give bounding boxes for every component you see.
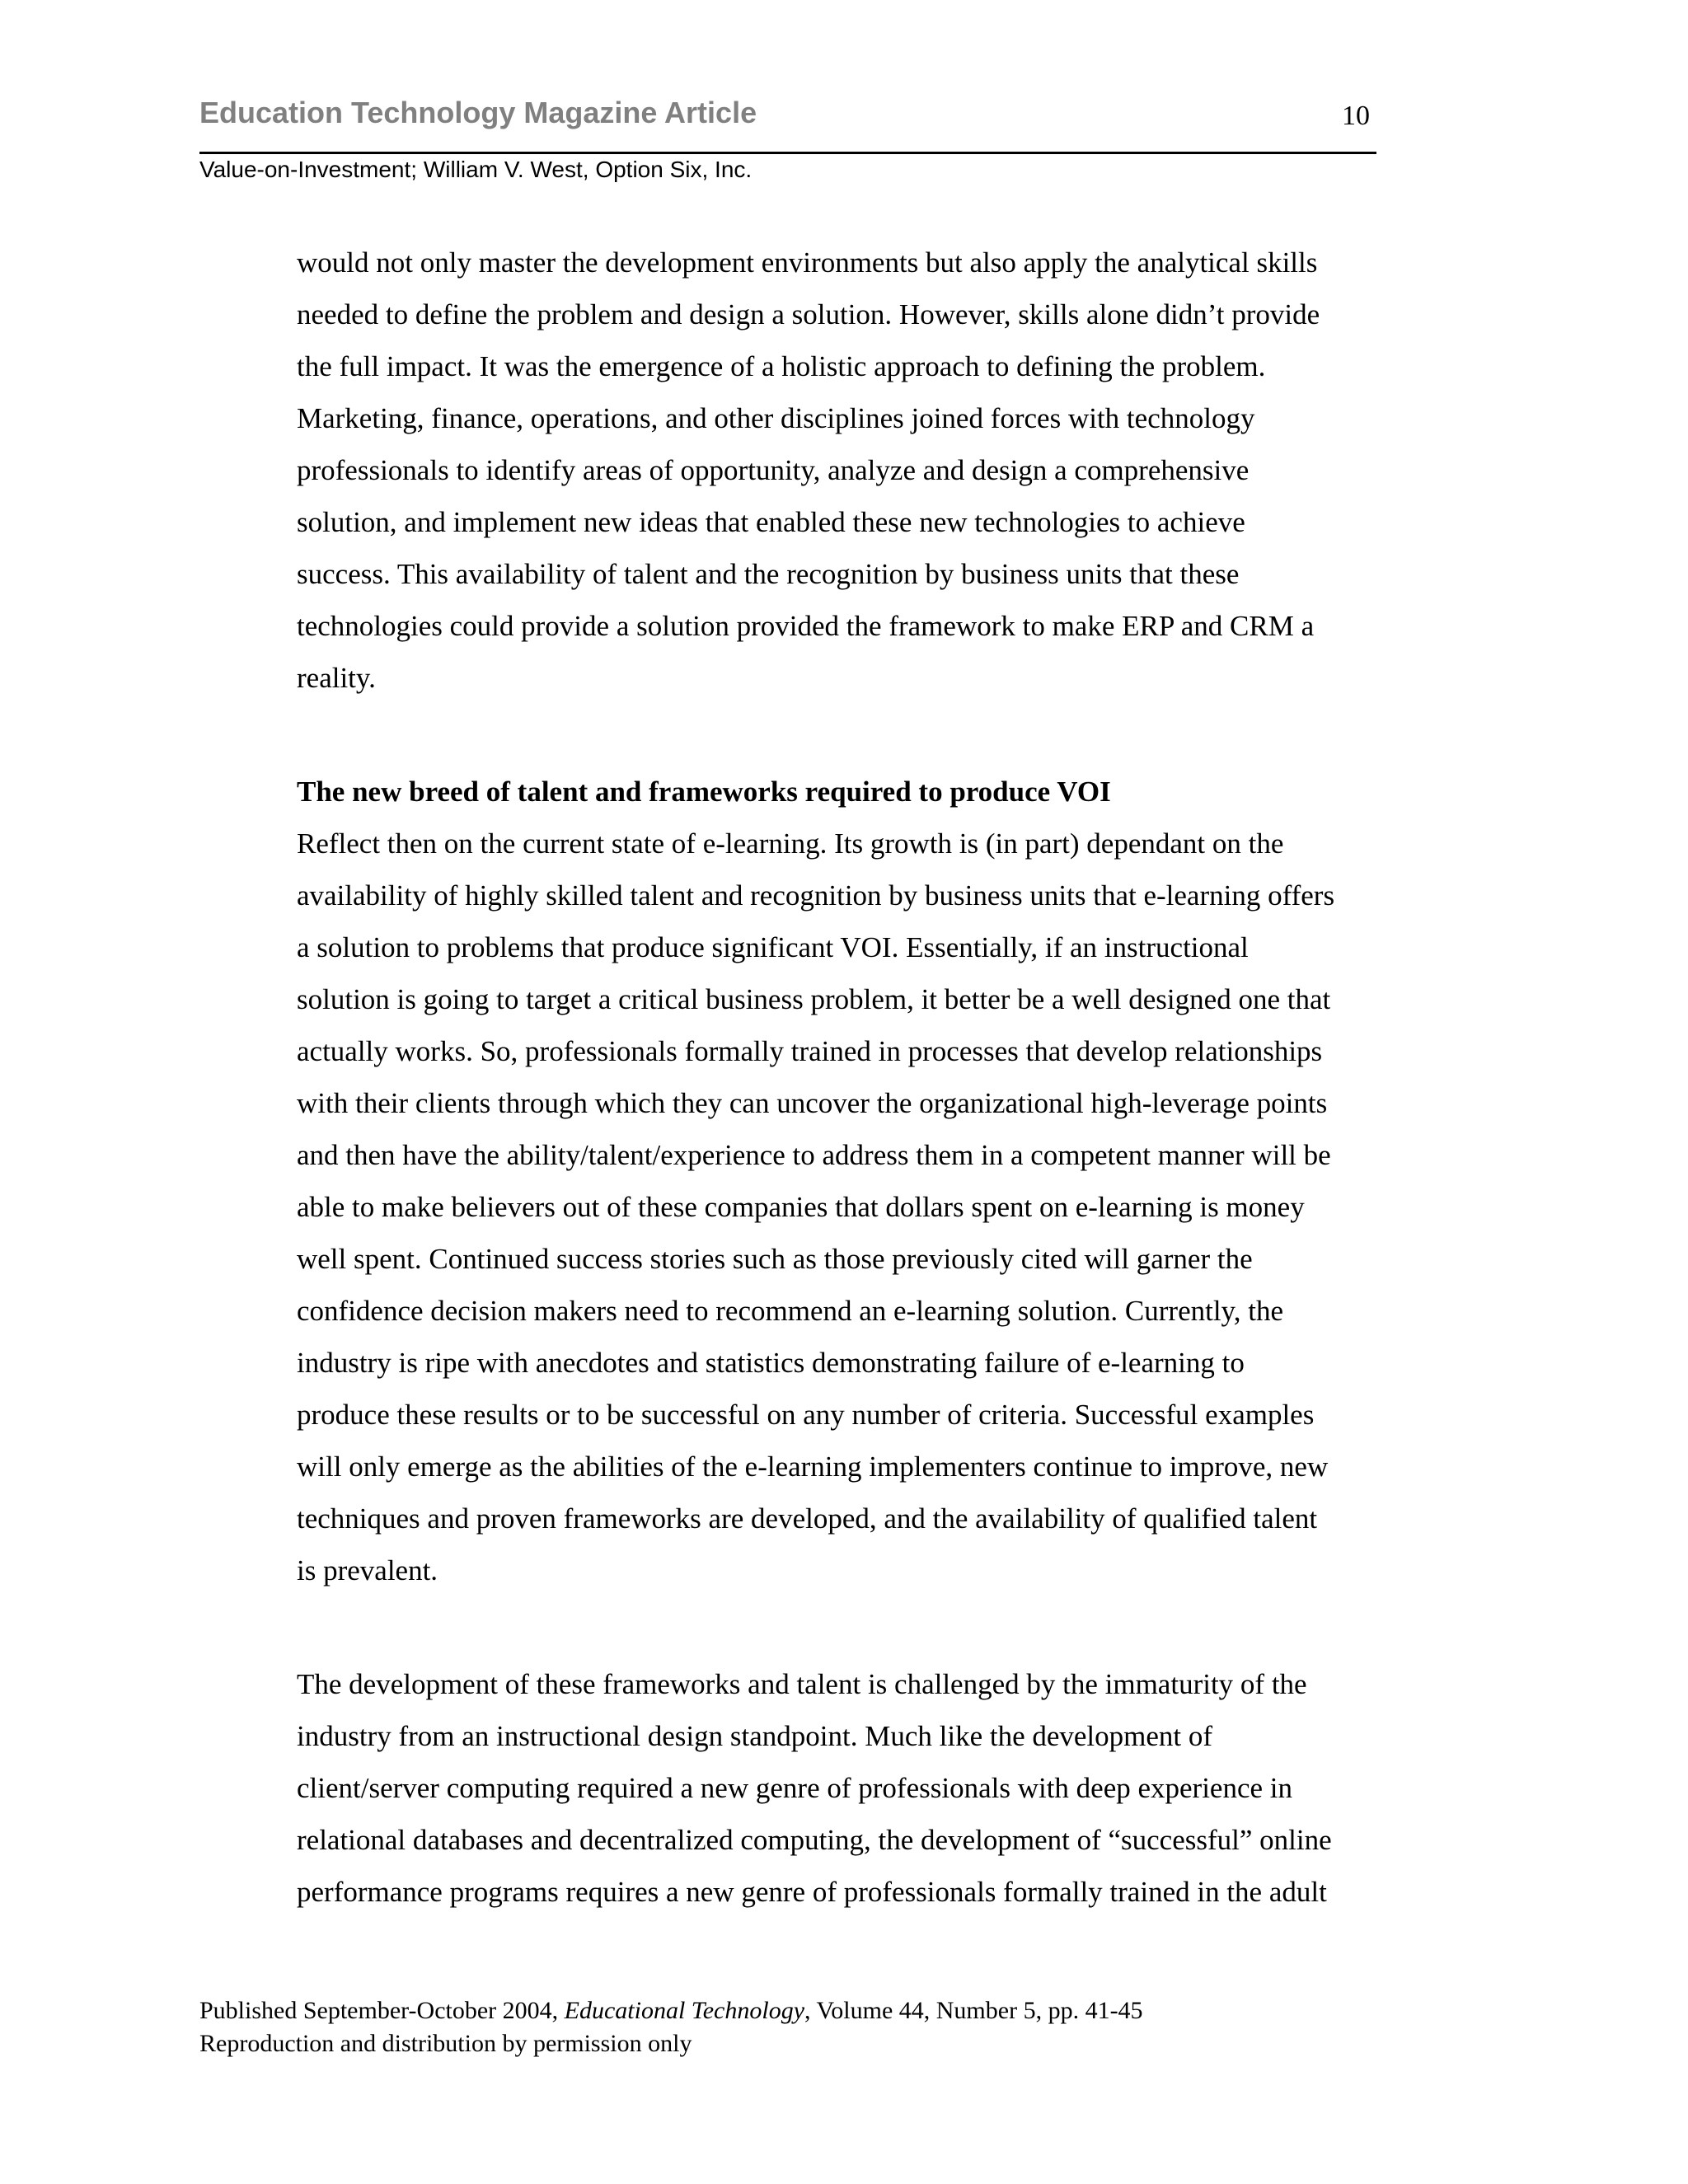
text-line: relational databases and decentralized computing, the development of “successful” online	[297, 1824, 1332, 1856]
text-line: reality.	[297, 662, 376, 694]
paragraph-1	[297, 237, 1385, 704]
text-line: performance programs requires a new genre of professionals formally trained in the adult	[297, 1876, 1327, 1908]
permission-notice: Reproduction and distribution by permission only	[199, 2030, 692, 2057]
text-line: industry from an instructional design standpoint. Much like the development of	[297, 1720, 1213, 1752]
text-line: actually works. So, professionals formally trained in processes that develop relationships	[297, 1035, 1323, 1067]
text-line: produce these results or to be successful on any number of criteria. Successful examples	[297, 1399, 1315, 1431]
paragraph-gap	[297, 704, 1385, 766]
text-line: professionals to identify areas of opportunity, analyze and design a comprehensive	[297, 454, 1250, 486]
section-heading: The new breed of talent and frameworks required to produce VOI	[297, 776, 1111, 808]
text-line: Marketing, finance, operations, and other disciplines joined forces with technology	[297, 402, 1255, 434]
text-line: techniques and proven frameworks are developed, and the availability of qualified talent	[297, 1502, 1318, 1535]
text-line: with their clients through which they can uncover the organizational high-leverage points	[297, 1087, 1328, 1119]
page-header	[199, 92, 1376, 154]
text-line: would not only master the development environments but also apply the analytical skills	[297, 246, 1318, 279]
publication-suffix: , Volume 44, Number 5, pp. 41-45	[804, 1997, 1143, 2024]
text-line: solution is going to target a critical business problem, it better be a well designed one that	[297, 983, 1331, 1015]
text-line: needed to define the problem and design a solution. However, skills alone didn’t provide	[297, 298, 1320, 330]
journal-name: Educational Technology	[564, 1997, 805, 2024]
text-line: able to make believers out of these companies that dollars spent on e-learning is money	[297, 1191, 1305, 1223]
publication-info	[199, 1994, 1143, 2027]
paragraph-3	[297, 1658, 1385, 1918]
text-line: availability of highly skilled talent and recognition by business units that e-learning offers	[297, 879, 1335, 912]
text-line: well spent. Continued success stories such as those previously cited will garner the	[297, 1243, 1253, 1275]
paragraph-gap	[297, 1596, 1385, 1658]
text-line: is prevalent.	[297, 1554, 438, 1586]
header-title: Education Technology Magazine Article	[199, 96, 757, 129]
page-footer	[199, 1994, 1143, 2060]
text-line: and then have the ability/talent/experience to address them in a competent manner will be	[297, 1139, 1331, 1171]
text-line: industry is ripe with anecdotes and statistics demonstrating failure of e-learning to	[297, 1347, 1245, 1379]
text-line: a solution to problems that produce significant VOI. Essentially, if an instructional	[297, 931, 1249, 963]
header-subtitle: Value-on-Investment; William V. West, Option Six, Inc.	[199, 157, 753, 182]
text-line: confidence decision makers need to recommend an e-learning solution. Currently, the	[297, 1295, 1284, 1327]
text-line: success. This availability of talent and the recognition by business units that these	[297, 558, 1240, 590]
text-line: solution, and implement new ideas that enabled these new technologies to achieve	[297, 506, 1245, 538]
text-line: Reflect then on the current state of e-learning. Its growth is (in part) dependant on the	[297, 827, 1284, 860]
text-line: the full impact. It was the emergence of a holistic approach to defining the problem.	[297, 350, 1266, 382]
text-line: technologies could provide a solution provided the framework to make ERP and CRM a	[297, 610, 1315, 642]
paragraph-2	[297, 818, 1385, 1596]
publication-prefix: Published September-October 2004,	[199, 1997, 565, 2024]
article-body	[297, 237, 1385, 1918]
text-line: client/server computing required a new genre of professionals with deep experience in	[297, 1772, 1293, 1804]
page-number: 10	[1342, 101, 1370, 131]
text-line: will only emerge as the abilities of the e-learning implementers continue to improve, new	[297, 1451, 1329, 1483]
text-line: The development of these frameworks and talent is challenged by the immaturity of the	[297, 1668, 1307, 1700]
